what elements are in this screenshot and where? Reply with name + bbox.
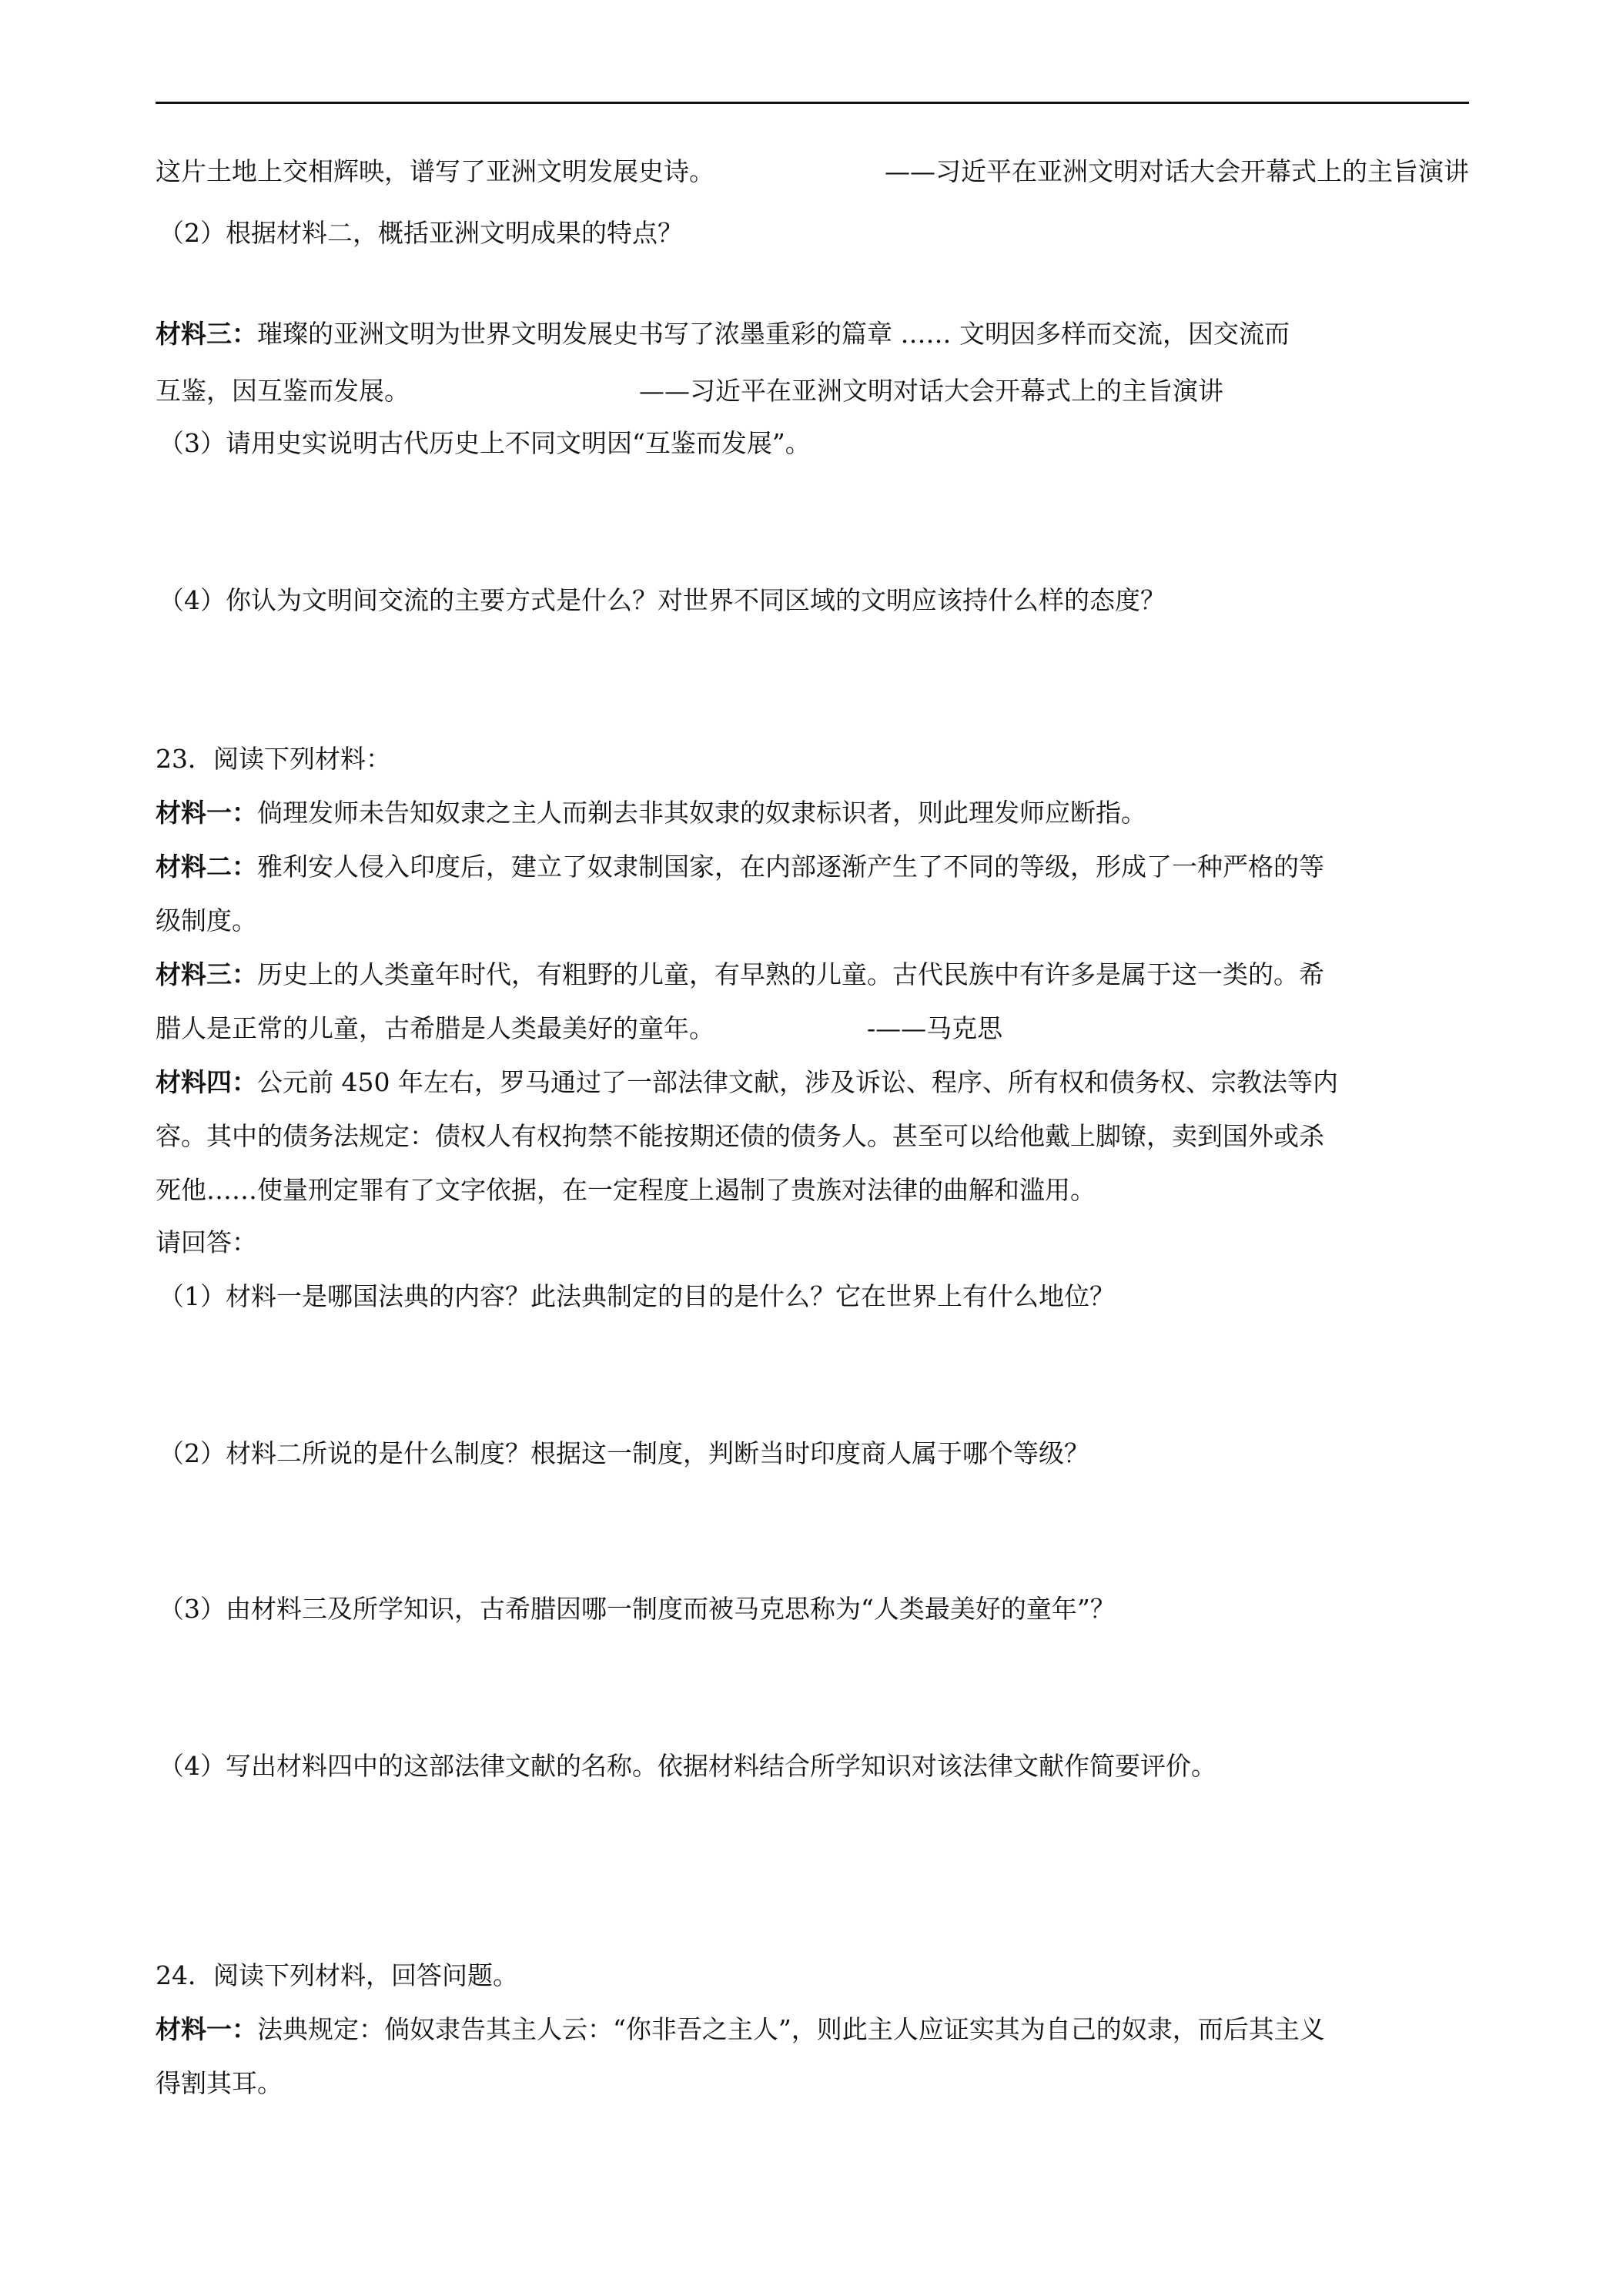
- material-text: 腊人是正常的儿童，古希腊是人类最美好的童年。: [156, 1013, 714, 1043]
- question-23-4: （4）写出材料四中的这部法律文献的名称。依据材料结合所学知识对该法律文献作简要评价。: [159, 1751, 1216, 1781]
- material-source: ——习近平在亚洲文明对话大会开幕式上的主旨演讲: [639, 376, 1223, 406]
- material-label: 材料三：: [156, 319, 257, 349]
- material-label: 材料一：: [156, 2014, 257, 2044]
- q23-material-4-line-3: 死他……使量刑定罪有了文字依据，在一定程度上遏制了贵族对法律的曲解和滥用。: [156, 1175, 1096, 1205]
- question-22-3: （3）请用史实说明古代历史上不同文明因“互鉴而发展”。: [159, 428, 811, 458]
- question-22-4: （4）你认为文明间交流的主要方式是什么？对世界不同区域的文明应该持什么样的态度？: [159, 585, 1166, 615]
- q24-material-1-line-2: 得割其耳。: [156, 2068, 283, 2098]
- material-text: 法典规定：倘奴隶告其主人云：“你非吾之主人”，则此主人应证实其为自己的奴隶，而后其主义: [257, 2014, 1325, 2044]
- question-23-3: （3）由材料三及所学知识，古希腊因哪一制度而被马克思称为“人类最美好的童年”？: [159, 1594, 1116, 1624]
- material-label: 材料二：: [156, 852, 257, 882]
- question-23-1: （1）材料一是哪国法典的内容？此法典制定的目的是什么？它在世界上有什么地位？: [159, 1281, 1115, 1311]
- question-24-heading: 24．阅读下列材料，回答问题。: [156, 1960, 518, 1990]
- material-label: 材料三：: [156, 959, 257, 989]
- material-text: 这片土地上交相辉映，谱写了亚洲文明发展史诗。: [156, 156, 714, 186]
- material-source: -——马克思: [867, 1013, 1003, 1043]
- header-rule: [156, 102, 1469, 104]
- question-22-2: （2）根据材料二，概括亚洲文明成果的特点？: [159, 218, 683, 248]
- material-text: 互鉴，因互鉴而发展。: [156, 376, 410, 406]
- material-2-tail: [156, 156, 1469, 187]
- question-23-2: （2）材料二所说的是什么制度？根据这一制度，判断当时印度商人属于哪个等级？: [159, 1438, 1089, 1468]
- material-text: 璀璨的亚洲文明为世界文明发展史书写了浓墨重彩的篇章 …… 文明因多样而交流，因交流而: [257, 319, 1290, 349]
- q23-material-4-line-2: 容。其中的债务法规定：债权人有权拘禁不能按期还债的债务人。甚至可以给他戴上脚镣，卖到国外或杀: [156, 1121, 1324, 1151]
- q23-material-1: [156, 798, 1469, 828]
- q23-material-2-line-1: [156, 852, 1469, 882]
- material-text: 倘理发师未告知奴隶之主人而剃去非其奴隶的奴隶标识者，则此理发师应断指。: [257, 798, 1146, 828]
- material-source: ——习近平在亚洲文明对话大会开幕式上的主旨演讲: [885, 156, 1469, 186]
- q23-prompt: 请回答：: [156, 1227, 257, 1257]
- q23-material-2-line-2: 级制度。: [156, 905, 257, 935]
- q23-material-4-line-1: [156, 1067, 1469, 1098]
- material-text: 公元前 450 年左右，罗马通过了一部法律文献，涉及诉讼、程序、所有权和债务权、宗教法等内: [257, 1067, 1338, 1097]
- material-label: 材料四：: [156, 1067, 257, 1097]
- material-3-line-2: [156, 376, 1469, 407]
- material-3-line-1: [156, 319, 1469, 350]
- q23-material-3-line-1: [156, 959, 1469, 990]
- question-23-heading: 23．阅读下列材料：: [156, 744, 391, 774]
- q23-material-3-line-2: [156, 1013, 1469, 1044]
- material-label: 材料一：: [156, 798, 257, 828]
- material-text: 历史上的人类童年时代，有粗野的儿童，有早熟的儿童。古代民族中有许多是属于这一类的。希: [257, 959, 1324, 989]
- material-text: 雅利安人侵入印度后，建立了奴隶制国家，在内部逐渐产生了不同的等级，形成了一种严格的等: [257, 852, 1324, 882]
- q24-material-1-line-1: [156, 2014, 1469, 2045]
